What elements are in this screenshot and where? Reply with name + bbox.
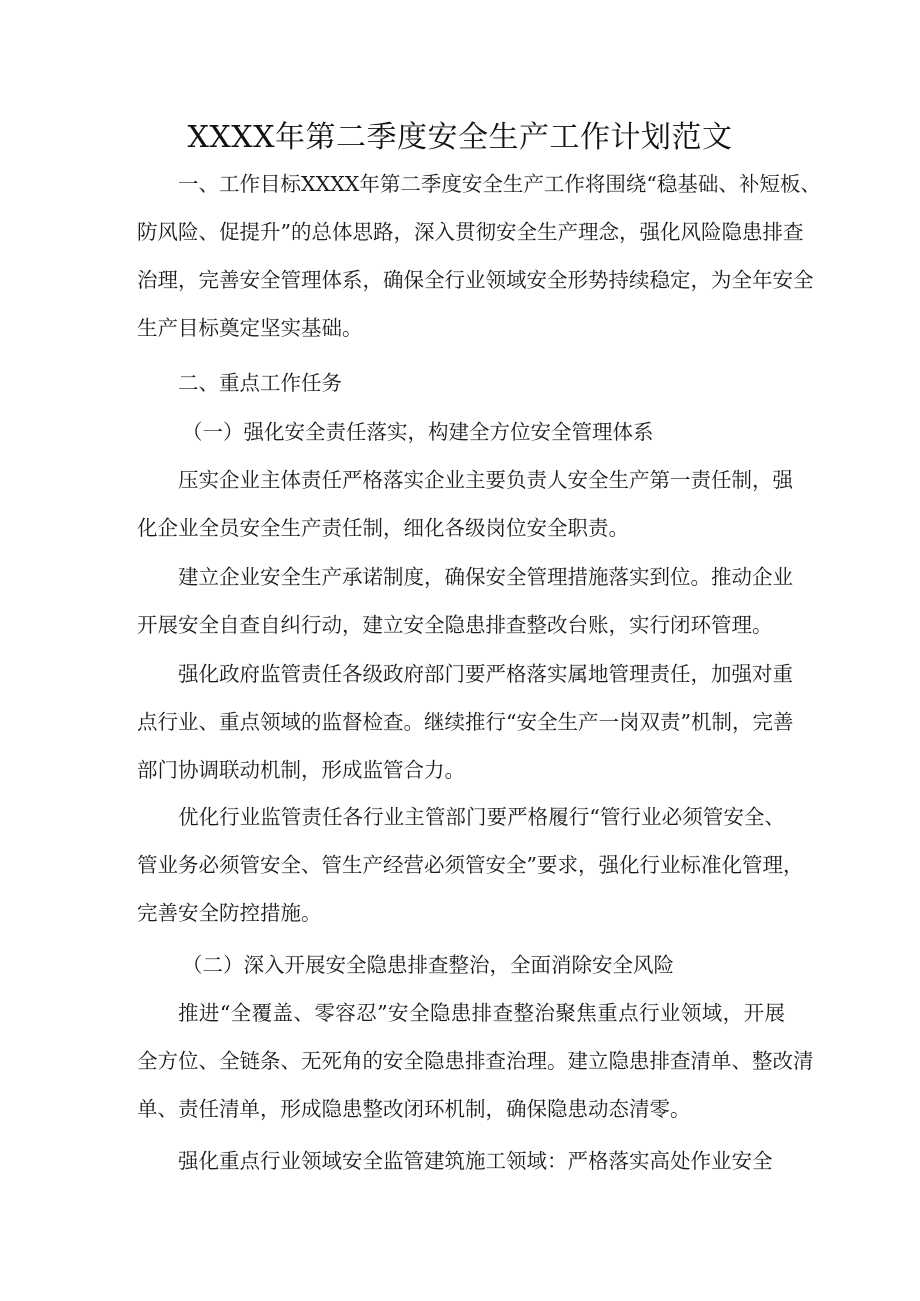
paragraph-key-industry-supervision <box>137 1137 785 1185</box>
paragraph-line: 完善安全防控措施。 <box>137 901 322 925</box>
paragraph-line: 强化政府监管责任各级政府部门要严格落实属地管理责任，加强对重 <box>178 662 793 686</box>
paragraph-line: 强化重点行业领域安全监管建筑施工领域：严格落实高处作业安全 <box>178 1149 773 1173</box>
paragraph-line: 优化行业监管责任各行业主管部门要严格履行“管行业必须管安全、 <box>178 805 785 829</box>
paragraph-work-goal <box>137 160 821 352</box>
document-title: XXXX年第二季度安全生产工作计划范文 <box>187 120 733 155</box>
paragraph-line: 生产目标奠定坚实基础。 <box>137 316 363 340</box>
paragraph-line: 防风险、促提升”的总体思路，深入贯彻安全生产理念，强化风险隐患排查 <box>137 220 804 244</box>
paragraph-industry-supervision <box>137 793 804 937</box>
paragraph-line: 一、工作目标XXXX年第二季度安全生产工作将围绕“稳基础、补短板、 <box>178 172 821 196</box>
paragraph-line: 化企业全员安全生产责任制，细化各级岗位安全职责。 <box>137 516 629 540</box>
subsection-heading-2: （二）深入开展安全隐患排查整治，全面消除安全风险 <box>182 953 674 977</box>
paragraph-commitment-system <box>137 553 793 649</box>
section-heading-key-tasks: 二、重点工作任务 <box>178 371 342 395</box>
paragraph-line: 全方位、全链条、无死角的安全隐患排查治理。建立隐患排查清单、整改清 <box>137 1049 814 1073</box>
paragraph-line: 开展安全自查自纠行动，建立安全隐患排查整改台账，实行闭环管理。 <box>137 613 773 637</box>
paragraph-line: 建立企业安全生产承诺制度，确保安全管理措施落实到位。推动企业 <box>178 565 793 589</box>
paragraph-line: 治理，完善安全管理体系，确保全行业领域安全形势持续稳定，为全年安全 <box>137 268 814 292</box>
paragraph-hazard-inspection <box>137 989 814 1133</box>
subsection-heading-1: （一）强化安全责任落实，构建全方位安全管理体系 <box>182 420 654 444</box>
paragraph-line: 单、责任清单，形成隐患整改闭环机制，确保隐患动态清零。 <box>137 1097 691 1121</box>
paragraph-line: 部门协调联动机制，形成监管合力。 <box>137 758 465 782</box>
paragraph-government-supervision <box>137 650 794 794</box>
paragraph-line: 推进“全覆盖、零容忍”安全隐患排查整治聚焦重点行业领域，开展 <box>178 1001 785 1025</box>
paragraph-line: 管业务必须管安全、管生产经营必须管安全”要求，强化行业标准化管理， <box>137 853 804 877</box>
paragraph-line: 压实企业主体责任严格落实企业主要负责人安全生产第一责任制，强 <box>178 468 793 492</box>
paragraph-enterprise-responsibility <box>137 456 793 552</box>
paragraph-line: 点行业、重点领域的监督检查。继续推行“安全生产一岗双责”机制，完善 <box>137 710 794 734</box>
